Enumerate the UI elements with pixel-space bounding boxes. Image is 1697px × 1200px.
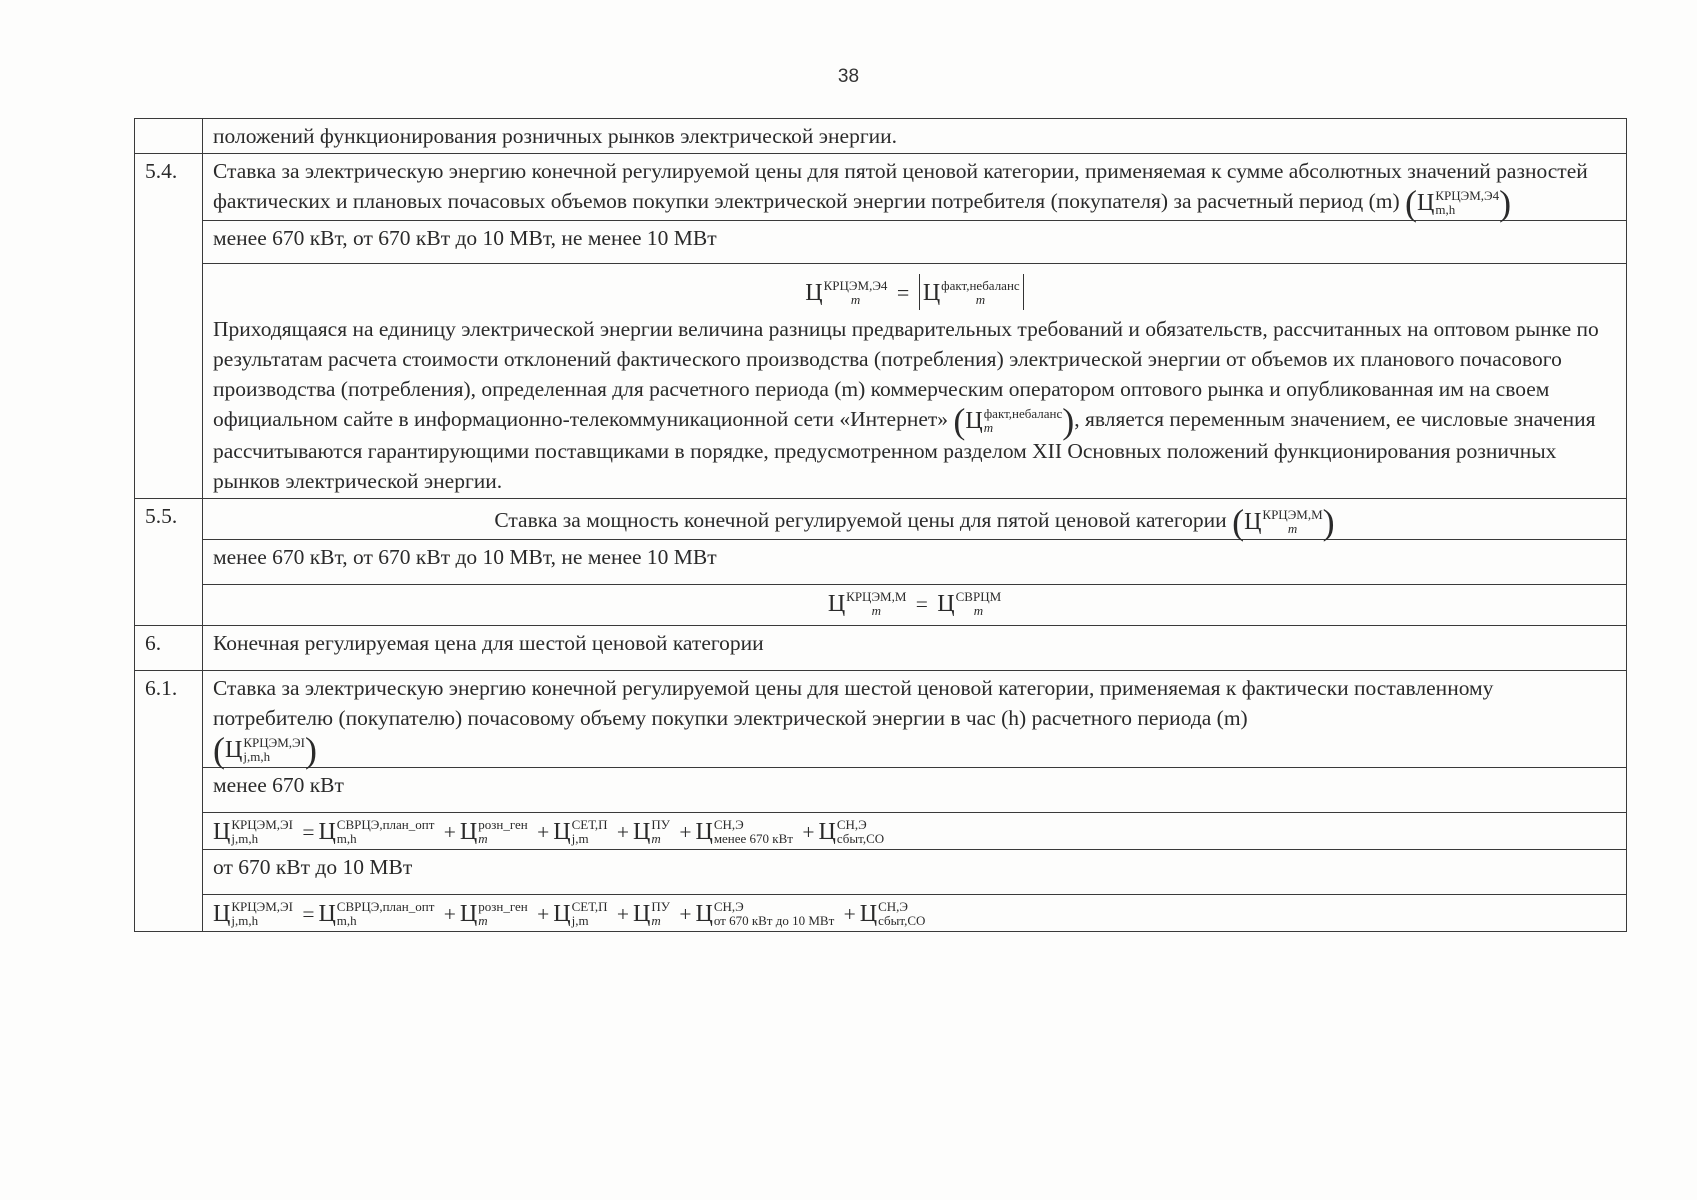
power-categories: менее 670 кВт, от 670 кВт до 10 МВт, не менее 10 МВт [203, 220, 1627, 263]
table-row [135, 812, 1627, 849]
table-row [135, 584, 1627, 625]
table-row [135, 670, 1627, 767]
table-row [135, 894, 1627, 931]
item-title: Ставка за электрическую энергию конечной регулируемой цены для шестой ценовой категории, применяемая к фактически поставленному потребителю (покупателю) почасовому объему покупки электрической энергии в час (h) расчетного периода (m) (Ц КРЦЭМ,ЭI j,m,h ) [203, 670, 1627, 767]
table-row [135, 220, 1627, 263]
table-row [135, 119, 1627, 154]
item-number: 6. [135, 625, 203, 670]
item-number: 5.5. [135, 498, 203, 625]
table-row [135, 539, 1627, 584]
formula: Ц КРЦЭМ,Э4 m = Ц факт,небаланс m [213, 274, 1616, 310]
continuation-text: положений функционирования розничных рынков электрической энергии. [203, 119, 1627, 154]
item-number: 5.4. [135, 154, 203, 499]
item-title: Конечная регулируемая цена для шестой ценовой категории [203, 625, 1627, 670]
power-categories: менее 670 кВт, от 670 кВт до 10 МВт, не менее 10 МВт [203, 539, 1627, 584]
table-row [135, 849, 1627, 894]
formula-symbol: (Ц КРЦЭМ,Э4 m,h ) [1405, 182, 1512, 223]
power-category: менее 670 кВт [203, 767, 1627, 812]
formula: Ц КРЦЭМ,М m = Ц СВРЦМ m [203, 584, 1627, 625]
formula: Ц КРЦЭМ,ЭI j,m,h = Ц СВРЦЭ,план_опт m,h + Ц розн_ген m + Ц СЕТ,П j,m + Ц ПУ m + Ц СН,Э от 670 кВт до 10 МВт + Ц СН,Э сбыт,СО [203, 894, 1627, 931]
formula: Ц КРЦЭМ,ЭI j,m,h = Ц СВРЦЭ,план_опт m,h + Ц розн_ген m + Ц СЕТ,П j,m + Ц ПУ m + Ц СН,Э менее 670 кВт + Ц СН,Э сбыт,СО [203, 812, 1627, 849]
table-row [135, 625, 1627, 670]
power-category: от 670 кВт до 10 МВт [203, 849, 1627, 894]
table-row [135, 498, 1627, 539]
item-title: Ставка за электрическую энергию конечной регулируемой цены для пятой ценовой категории, применяемая к сумме абсолютных значений разностей фактических и плановых почасовых объемов покупки электрической энергии потребителя (покупателя) за расчетный период (m) (Ц КРЦЭМ,Э4 m,h ) [203, 154, 1627, 221]
item-number: 6.1. [135, 670, 203, 931]
table-row [135, 263, 1627, 498]
formula-cell [203, 263, 1627, 498]
description: Приходящаяся на единицу электрической энергии величина разницы предварительных требований и обязательств, рассчитанных на оптовом рынке по результатам расчета стоимости отклонений фактического производства (потребления) электрической энергии от объемов их планового почасового производства (потребления), определенная для расчетного периода (m) коммерческим оператором оптового рынка и опубликованная им на своем официальном сайте в информационно-телекоммуникационной сети «Интернет» (Ц факт,небаланс m ), является переменным значением, ее числовые значения рассчитываются гарантирующими поставщиками в порядке, предусмотренном разделом XII Основных положений функционирования розничных рынков электрической энергии. [213, 316, 1599, 493]
tariff-table [134, 118, 1627, 932]
page-number: 38 [837, 66, 860, 87]
table-row [135, 767, 1627, 812]
item-title: Ставка за мощность конечной регулируемой цены для пятой ценовой категории (Ц КРЦЭМ,М m ) [203, 498, 1627, 539]
table-row [135, 154, 1627, 221]
